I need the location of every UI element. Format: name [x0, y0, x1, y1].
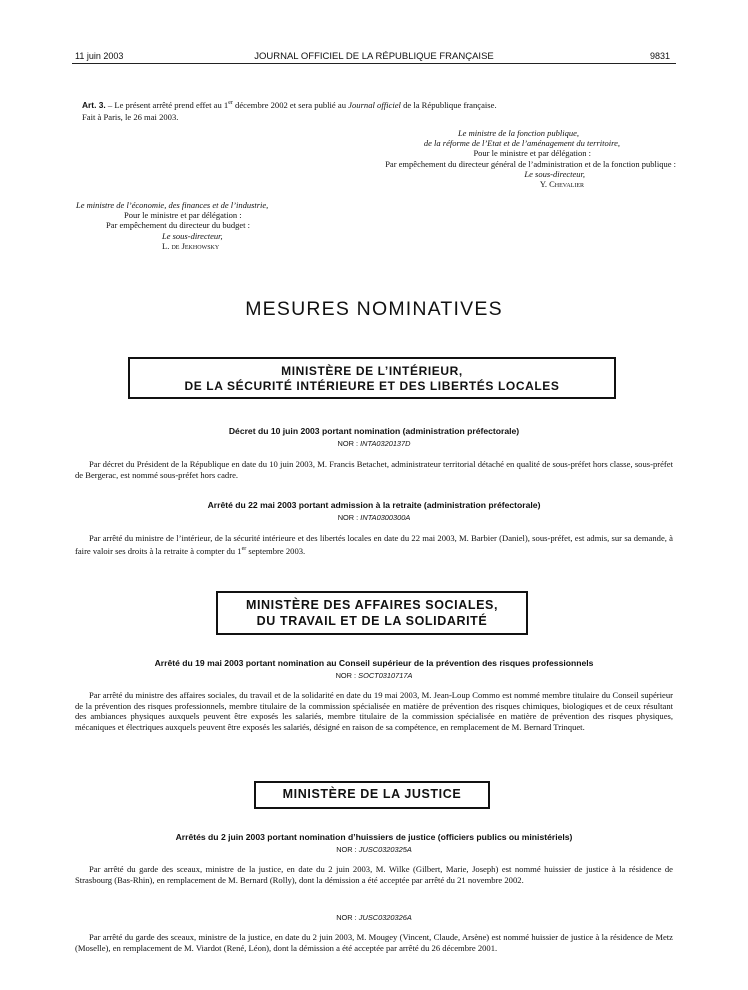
nor-code: INTA0320137D — [360, 439, 411, 448]
article-sup: er — [228, 100, 233, 106]
ministry-justice-box — [254, 781, 490, 809]
article-text-2: décembre 2002 et sera publié au — [232, 99, 349, 110]
section-title: MESURES NOMINATIVES — [245, 298, 503, 320]
decree1-text — [75, 459, 673, 480]
nor-label: NOR : — [336, 913, 359, 922]
sig-right-line2: de la réforme de l’Etat et de l’aménagement du territoire, — [423, 138, 620, 149]
social-decree-text — [75, 690, 673, 732]
justice-text2 — [75, 932, 673, 953]
justice-text1 — [75, 864, 673, 885]
decree2-title: Arrêté du 22 mai 2003 portant admission à la retraite (administration préfectorale) — [207, 500, 541, 510]
sig-right-line4: Par empêchement du directeur général de l’administration et de la fonction publique : — [385, 158, 676, 169]
nor-label: NOR : — [337, 513, 361, 522]
article-label: Art. 3. — [82, 99, 106, 110]
decree1-title: Décret du 10 juin 2003 portant nomination (administration préfectorale) — [228, 426, 520, 436]
journal-title: JOURNAL OFFICIEL DE LA RÉPUBLIQUE FRANÇAISE — [254, 51, 494, 62]
nor-label: NOR : — [335, 671, 359, 680]
journal-reference: Journal officiel — [348, 99, 401, 110]
sig-left-name: L. de Jekhowsky — [162, 240, 220, 251]
signature-left — [76, 200, 376, 251]
justice-nor1 — [0, 845, 748, 854]
decree1-nor — [0, 439, 748, 448]
ministry-interior-line1: MINISTÈRE DE L’INTÉRIEUR, — [281, 364, 463, 378]
social-decree-text-content: Par arrêté du ministre des affaires sociales, du travail et de la solidarité en date du 19 mai 2003, M. Jean-Loup Commo est nommé membre titulaire du Conseil supérieur de la prévention des risques professionnels, membre titulaire de la commission spécialisée en matière de prévention des risques chimiques, biologiques et de ceux résultant des ambiances physiques auxquels peuvent être exposés les salariés, membre titulaire de la commission spécialisée en matière de prévention des risques physiques, mécaniques et électriques auxquels peuvent être exposés les salariés, désigné en raison de sa compétence, en remplacement de M. Bernard Trinquet. — [75, 690, 673, 732]
decree2-text — [75, 533, 673, 556]
header-date: 11 juin 2003 — [75, 51, 124, 61]
ministry-social-line1: MINISTÈRE DES AFFAIRES SOCIALES, — [245, 598, 499, 612]
justice-text1-content: Par arrêté du garde des sceaux, ministre de la justice, en date du 2 juin 2003, M. Wilke (Gilbert, Marie, Joseph) est nommé huissier de justice à la résidence de Strasbourg (Bas-Rhin), en remplacement de M. Bernard (Rolly), dont la démission a été acceptée par arrêté du 21 novembre 2002. — [75, 864, 673, 885]
sig-left-line3: Par empêchement du directeur du budget : — [106, 220, 250, 231]
nor-code: SOCT0310717A — [358, 671, 413, 680]
article-text-1: – Le présent arrêté prend effet au 1 — [105, 99, 229, 110]
sig-left-line1: Le ministre de l’économie, des finances et de l’industrie, — [76, 200, 269, 210]
sig-left-line2: Pour le ministre et par délégation : — [124, 210, 242, 221]
ministry-interior-box — [128, 357, 616, 399]
social-decree-title: Arrêté du 19 mai 2003 portant nomination au Conseil supérieur de la prévention des risques professionnels — [154, 658, 594, 668]
sig-right-line5: Le sous-directeur, — [524, 168, 585, 179]
header-rule — [72, 63, 676, 64]
signature-right — [236, 128, 676, 189]
article-paragraph — [82, 98, 676, 110]
sig-right-line1: Le ministre de la fonction publique, — [457, 128, 579, 138]
decree1-text-content: Par décret du Président de la République en date du 10 juin 2003, M. Francis Betachet, administrateur territorial détaché en qualité de sous-préfet hors classe, sous-préfet de Bergerac, est nommé sous-préfet hors cadre. — [75, 459, 673, 480]
nor-code: INTA0300300A — [360, 513, 411, 522]
sig-left-line4: Le sous-directeur, — [162, 230, 223, 241]
decree2-sup: er — [241, 545, 247, 552]
justice-decree-title: Arrêtés du 2 juin 2003 portant nomination d’huissiers de justice (officiers publics ou ministériels) — [175, 832, 573, 842]
sig-right-name: Y. Chevalier — [539, 179, 584, 190]
nor-code: JUSC0320326A — [358, 913, 412, 922]
justice-text2-content: Par arrêté du garde des sceaux, ministre de la justice, en date du 2 juin 2003, M. Mougey (Vincent, Claude, Arsène) est nommé huissier de justice à la résidence de Metz (Moselle), en remplacement de M. Viardot (René, Léon), dont la démission a été acceptée par arrêté du 26 décembre 2001. — [75, 932, 673, 953]
nor-code: JUSC0320325A — [358, 845, 412, 854]
article-text-3: de la République française. — [400, 99, 497, 110]
ministry-justice-line1: MINISTÈRE DE LA JUSTICE — [282, 787, 462, 801]
sig-right-line3: Pour le ministre et par délégation : — [473, 148, 591, 159]
justice-nor2 — [0, 913, 748, 922]
ministry-interior-line2: DE LA SÉCURITÉ INTÉRIEURE ET DES LIBERTÉS LOCALES — [184, 379, 560, 393]
decree2-text-1: Par arrêté du ministre de l’intérieur, de la sécurité intérieure et des libertés locales en date du 22 mai 2003, M. Barbier (Daniel), sous-préfet, est admis, sur sa demande, à faire valoir ses droits à la retraite à compter du 1 — [75, 533, 673, 556]
ministry-social-box — [216, 591, 528, 635]
nor-label: NOR : — [336, 845, 359, 854]
page-number: 9831 — [649, 51, 670, 61]
ministry-social-line2: DU TRAVAIL ET DE LA SOLIDARITÉ — [256, 614, 488, 628]
social-decree-nor — [0, 671, 748, 680]
decree2-text-2: septembre 2003. — [246, 545, 306, 556]
decree2-nor — [0, 513, 748, 522]
done-at: Fait à Paris, le 26 mai 2003. — [82, 112, 179, 122]
nor-label: NOR : — [337, 439, 361, 448]
